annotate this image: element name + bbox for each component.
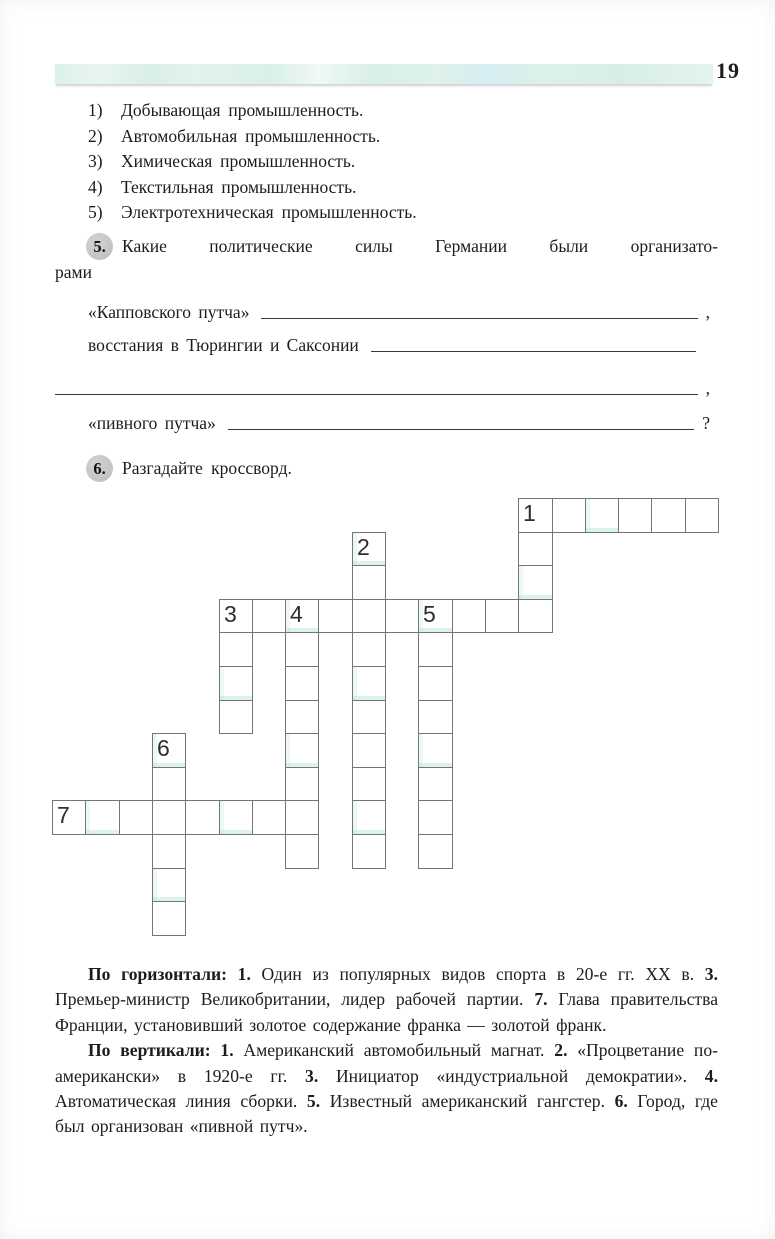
item-text: Химическая промышленность. bbox=[121, 151, 356, 171]
blank-label: «Капповского путча» bbox=[88, 302, 250, 322]
crossword-cell[interactable] bbox=[352, 532, 386, 566]
crossword-number: 7 bbox=[57, 802, 70, 828]
clue-number: 1. bbox=[237, 964, 251, 984]
crossword-cell[interactable] bbox=[518, 498, 553, 533]
blank-row-kapp-putsch bbox=[88, 300, 710, 324]
crossword-cell[interactable] bbox=[219, 632, 253, 667]
crossword-cell[interactable] bbox=[185, 800, 220, 835]
crossword-number: 3 bbox=[224, 601, 237, 627]
clue-number: 6. bbox=[614, 1091, 628, 1112]
question5-text-line1: Какие политические силы Германии были организато- bbox=[122, 236, 718, 256]
crossword-cell[interactable] bbox=[152, 901, 186, 936]
crossword-cell[interactable] bbox=[418, 599, 453, 633]
fill-in-line[interactable] bbox=[55, 392, 698, 395]
clue-number: 5. bbox=[306, 1091, 321, 1112]
crossword-cell[interactable] bbox=[352, 767, 386, 801]
crossword-cell[interactable] bbox=[119, 800, 153, 835]
crossword-cell[interactable] bbox=[318, 599, 353, 633]
crossword-number: 6 bbox=[157, 735, 170, 761]
list-item bbox=[88, 200, 728, 226]
crossword-cell[interactable] bbox=[452, 599, 486, 633]
crossword-clues bbox=[55, 962, 718, 1140]
clues-horizontal: По горизонтали: 1. Один из популярных видов спорта в 20-е гг. XX в. 3. Премьер-министр Великобритании, лидер рабочей партии. 7. Глава правительства Франции, установивший золотое содержание франка — золотой франк. bbox=[55, 964, 718, 1035]
blank-label: восстания в Тюрингии и Саксонии bbox=[88, 335, 359, 355]
item-text: Электротехническая промышленность. bbox=[121, 202, 417, 222]
crossword-cell[interactable] bbox=[352, 834, 386, 869]
crossword-number: 2 bbox=[357, 534, 370, 560]
crossword-cell[interactable] bbox=[85, 800, 120, 835]
item-number: 5) bbox=[88, 202, 103, 222]
crossword-number: 5 bbox=[423, 601, 436, 627]
crossword-cell[interactable] bbox=[219, 700, 253, 734]
question5-text-line2: рами bbox=[55, 262, 92, 282]
crossword-cell[interactable] bbox=[219, 666, 253, 701]
crossword-cell[interactable] bbox=[418, 800, 453, 835]
crossword-cell[interactable] bbox=[418, 733, 453, 768]
crossword-cell[interactable] bbox=[518, 565, 553, 600]
clues-vertical: По вертикали: 1. Американский автомобильный магнат. 2. «Процветание по-американски» в 1920-е гг. 3. Инициатор «индустриальной демократии». 4. Автоматическая линия сборки. 5. Известный американский гангстер. 6. Город, где был организован «пивной путч». bbox=[55, 1040, 718, 1137]
crossword-cell[interactable] bbox=[418, 632, 453, 667]
item-number: 1) bbox=[88, 100, 103, 120]
list-item bbox=[88, 149, 728, 175]
crossword-cell[interactable] bbox=[518, 599, 553, 633]
crossword-cell[interactable] bbox=[285, 800, 319, 835]
crossword-cell[interactable] bbox=[285, 733, 319, 768]
crossword-cell[interactable] bbox=[285, 834, 319, 869]
crossword-cell[interactable] bbox=[485, 599, 519, 633]
crossword-cell[interactable] bbox=[352, 733, 386, 768]
crossword-cell[interactable] bbox=[352, 599, 386, 633]
clue-number: 2. bbox=[554, 1040, 568, 1061]
crossword-cell[interactable] bbox=[418, 767, 453, 801]
item-number: 3) bbox=[88, 151, 103, 171]
crossword-cell[interactable] bbox=[285, 700, 319, 734]
crossword-cell[interactable] bbox=[585, 498, 619, 533]
crossword-cell[interactable] bbox=[152, 733, 186, 768]
crossword-cell[interactable] bbox=[252, 800, 286, 835]
blank-suffix: ? bbox=[702, 413, 710, 433]
crossword-cell[interactable] bbox=[352, 666, 386, 701]
header-band bbox=[55, 64, 713, 84]
list-item bbox=[88, 98, 728, 124]
crossword-number: 4 bbox=[290, 601, 303, 627]
page-number: 19 bbox=[716, 58, 740, 83]
crossword-cell[interactable] bbox=[352, 632, 386, 667]
list-item bbox=[88, 124, 728, 150]
question6-badge: 6. bbox=[86, 455, 113, 482]
clue-group-title: По вертикали: bbox=[88, 1040, 211, 1061]
crossword-cell[interactable] bbox=[552, 498, 586, 533]
crossword-cell[interactable] bbox=[685, 498, 719, 533]
crossword-cell[interactable] bbox=[252, 599, 286, 633]
crossword-cell[interactable] bbox=[285, 599, 319, 633]
crossword-cell[interactable] bbox=[152, 800, 186, 835]
crossword-cell[interactable] bbox=[352, 800, 386, 835]
crossword-cell[interactable] bbox=[385, 599, 419, 633]
fill-in-line[interactable] bbox=[261, 316, 697, 319]
blank-suffix: , bbox=[705, 302, 710, 322]
blank-suffix: , bbox=[705, 378, 710, 398]
item-text: Текстильная промышленность. bbox=[121, 176, 357, 197]
item-text: Автомобильная промышленность. bbox=[121, 125, 381, 146]
crossword-cell[interactable] bbox=[651, 498, 686, 533]
crossword-cell[interactable] bbox=[152, 834, 186, 869]
clue-group-title: По горизонтали: bbox=[88, 964, 227, 984]
crossword-cell[interactable] bbox=[285, 632, 319, 667]
crossword-cell[interactable] bbox=[219, 599, 253, 633]
crossword-cell[interactable] bbox=[418, 700, 453, 734]
crossword-cell[interactable] bbox=[352, 565, 386, 600]
crossword-cell[interactable] bbox=[52, 800, 86, 835]
fill-in-line[interactable] bbox=[228, 427, 694, 430]
crossword-cell[interactable] bbox=[152, 868, 186, 902]
clue-number: 3. bbox=[305, 1065, 319, 1086]
item-number: 4) bbox=[88, 176, 103, 197]
blank-row-continuation bbox=[55, 376, 710, 400]
crossword-cell[interactable] bbox=[285, 767, 319, 801]
blank-row-uprising bbox=[88, 333, 704, 357]
blank-row-beer-putsch bbox=[88, 411, 710, 435]
blank-label: «пивного путча» bbox=[88, 413, 216, 433]
crossword-cell[interactable] bbox=[418, 834, 453, 869]
clue-number: 3. bbox=[704, 964, 718, 984]
item-number: 2) bbox=[88, 125, 103, 146]
crossword-cell[interactable] bbox=[518, 532, 553, 566]
crossword-cell[interactable] bbox=[618, 498, 652, 533]
crossword-cell[interactable] bbox=[152, 767, 186, 801]
clue-number: 1. bbox=[220, 1040, 234, 1061]
list-item bbox=[88, 175, 728, 201]
question6-text: Разгадайте кроссворд. bbox=[122, 458, 292, 478]
industries-list bbox=[88, 98, 728, 226]
question5-badge: 5. bbox=[86, 233, 113, 260]
crossword-cell[interactable] bbox=[418, 666, 453, 701]
clue-number: 4. bbox=[704, 1065, 718, 1086]
crossword-cell[interactable] bbox=[219, 800, 253, 835]
fill-in-line[interactable] bbox=[371, 349, 696, 352]
item-text: Добывающая промышленность. bbox=[121, 100, 364, 120]
crossword-cell[interactable] bbox=[285, 666, 319, 701]
crossword-number: 1 bbox=[523, 500, 536, 526]
clue-number: 7. bbox=[534, 989, 548, 1010]
crossword-cell[interactable] bbox=[352, 700, 386, 734]
